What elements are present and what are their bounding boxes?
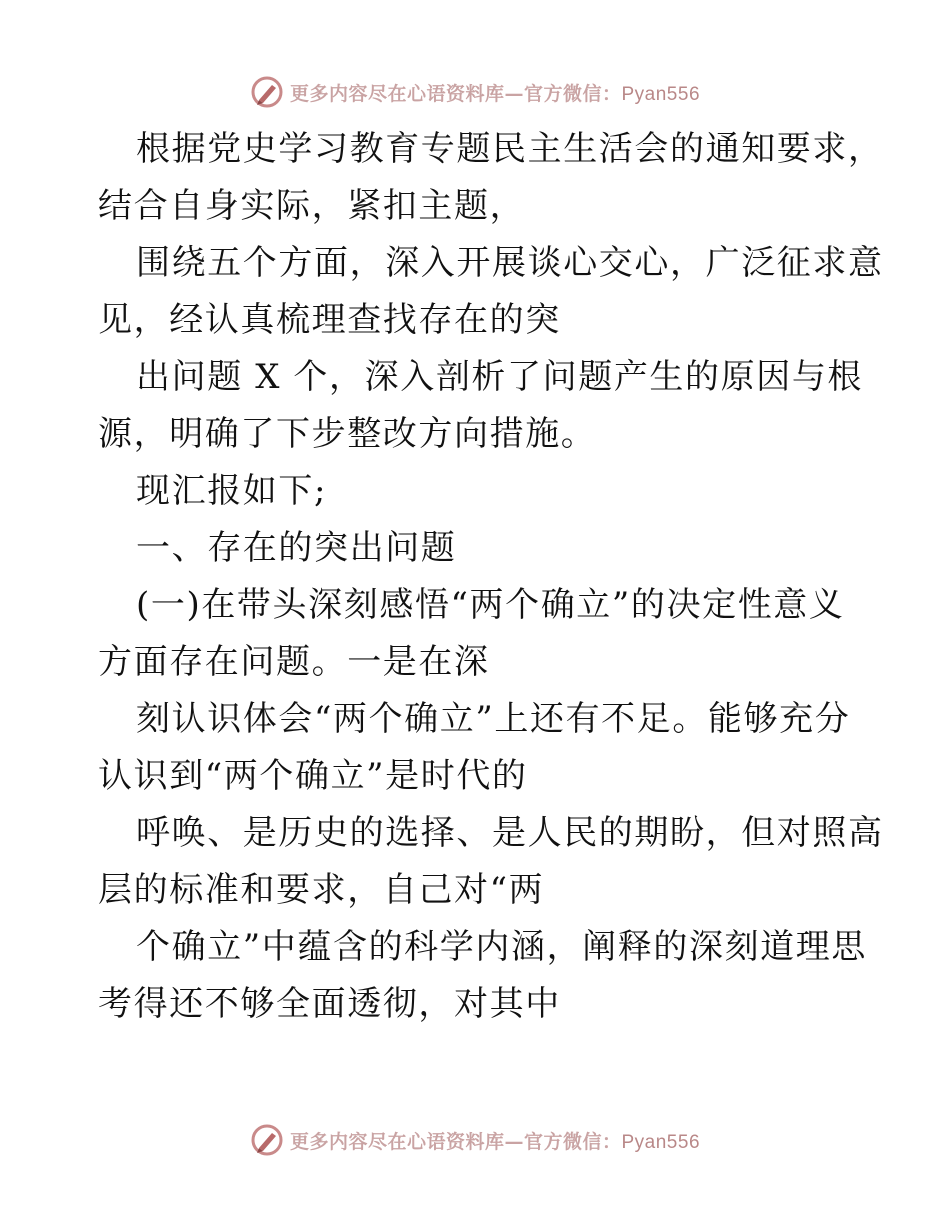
subsection-heading: (一)在带头深刻感悟“两个确立”的决定性意义 (136, 585, 845, 625)
paragraph-line: 出问题 X 个，深入剖析了问题产生的原因与根 (136, 357, 864, 397)
paragraph-line: 呼唤、是历史的选择、是人民的期盼，但对照高 (136, 813, 884, 853)
paragraph-line: 结合自身实际，紧扣主题， (98, 186, 526, 226)
paragraph-line: 围绕五个方面，深入开展谈心交心，广泛征求意 (136, 243, 884, 283)
paragraph-line: 源，明确了下步整改方向措施。 (98, 414, 597, 454)
paragraph-line: 个确立”中蕴含的科学内涵，阐释的深刻道理思 (136, 927, 867, 967)
paragraph-line: 现汇报如下; (136, 471, 328, 511)
watermark-text: 更多内容尽在心语资料库—官方微信：Pyan556 (289, 82, 701, 105)
section-heading: 一、存在的突出问题 (136, 528, 457, 568)
paragraph-line: 根据党史学习教育专题民主生活会的通知要求， (136, 129, 884, 169)
footer-watermark (0, 1120, 950, 1160)
paragraph-line: 见，经认真梳理查找存在的突 (98, 300, 561, 340)
pen-logo-icon (250, 75, 284, 109)
paragraph-line: 层的标准和要求，自己对“两 (98, 870, 545, 910)
header-watermark (0, 72, 950, 112)
paragraph-line: 刻认识体会“两个确立”上还有不足。能够充分 (136, 699, 851, 739)
document-body (98, 121, 884, 1033)
paragraph-line: 认识到“两个确立”是时代的 (98, 756, 528, 796)
paragraph-line: 方面存在问题。一是在深 (98, 642, 490, 682)
pen-logo-icon (250, 1123, 284, 1157)
paragraph-line: 考得还不够全面透彻，对其中 (98, 984, 561, 1024)
watermark-text: 更多内容尽在心语资料库—官方微信：Pyan556 (289, 1130, 701, 1153)
